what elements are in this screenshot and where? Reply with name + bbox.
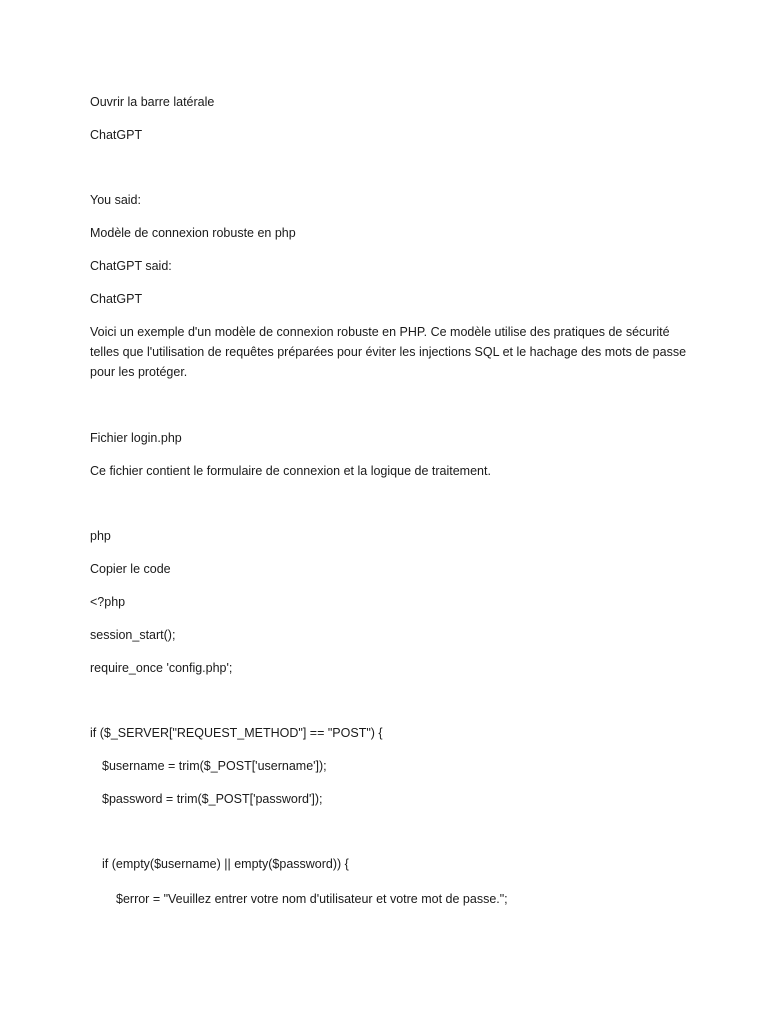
code-line: $username = trim($_POST['username']);	[102, 759, 327, 773]
code-language-label: php	[90, 529, 111, 543]
intro-paragraph: Voici un exemple d'un modèle de connexion robuste en PHP. Ce modèle utilise des pratiques de sécurité telles que l'utilisation de requêtes préparées pour éviter les injections SQL et le hachage des mots de passe pour les protéger.	[90, 325, 687, 379]
copy-code-text: Copier le code	[90, 562, 171, 576]
code-line: require_once 'config.php';	[90, 661, 233, 675]
user-label: You said:	[90, 193, 141, 207]
sidebar-toggle-text: Ouvrir la barre latérale	[90, 95, 215, 109]
assistant-label: ChatGPT said:	[90, 259, 172, 273]
code-line: $error = "Veuillez entrer votre nom d'utilisateur et votre mot de passe.";	[116, 892, 508, 906]
code-line: if ($_SERVER["REQUEST_METHOD"] == "POST") {	[90, 726, 383, 740]
assistant-name: ChatGPT	[90, 292, 143, 306]
code-line: session_start();	[90, 628, 176, 642]
app-title-text: ChatGPT	[90, 128, 143, 142]
code-line: <?php	[90, 595, 126, 609]
user-message: Modèle de connexion robuste en php	[90, 226, 296, 240]
file-heading: Fichier login.php	[90, 431, 182, 445]
code-line: if (empty($username) || empty($password)) {	[102, 857, 349, 871]
code-line: $password = trim($_POST['password']);	[102, 792, 323, 806]
file-description: Ce fichier contient le formulaire de connexion et la logique de traitement.	[90, 464, 491, 478]
